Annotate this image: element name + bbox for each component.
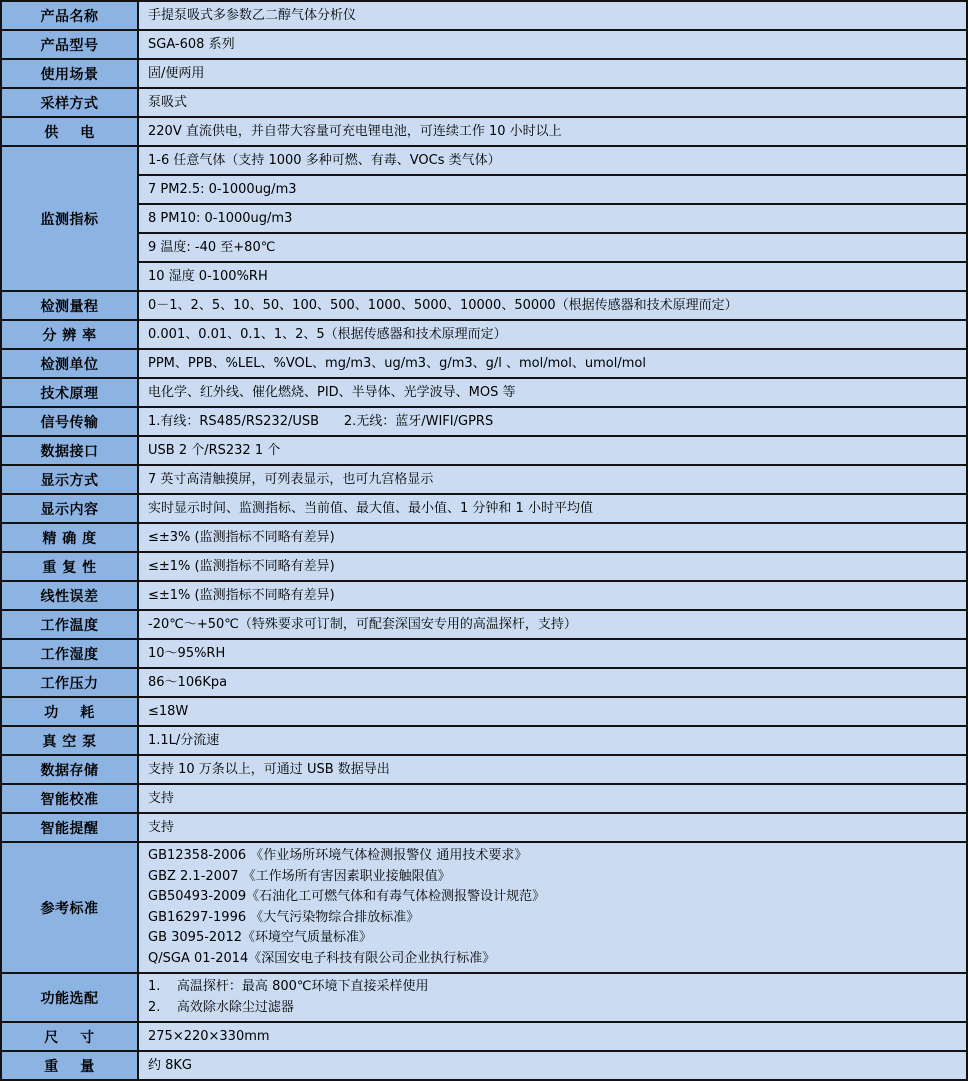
spec-label: 供 电 xyxy=(1,117,138,146)
spec-label: 信号传输 xyxy=(1,407,138,436)
table-row xyxy=(1,59,967,88)
spec-value: ≤±1% (监测指标不同略有差异) xyxy=(138,552,967,581)
spec-value: 支持 10 万条以上，可通过 USB 数据导出 xyxy=(138,755,967,784)
spec-value: 7 英寸高清触摸屏，可列表显示，也可九宫格显示 xyxy=(138,465,967,494)
spec-value-line: GB12358-2006 《作业场所环境气体检测报警仪 通用技术要求》 xyxy=(148,848,528,863)
spec-label: 数据接口 xyxy=(1,436,138,465)
table-row xyxy=(1,1022,967,1051)
table-row xyxy=(1,88,967,117)
table-row xyxy=(1,349,967,378)
spec-value-line: GB16297-1996 《大气污染物综合排放标准》 xyxy=(148,909,420,925)
spec-label: 尺 寸 xyxy=(1,1022,138,1051)
table-row xyxy=(1,146,967,175)
spec-value: 实时显示时间、监测指标、当前值、最大值、最小值、1 分钟和 1 小时平均值 xyxy=(138,494,967,523)
spec-label: 智能校准 xyxy=(1,784,138,813)
table-row xyxy=(1,30,967,59)
table-row xyxy=(1,1051,967,1080)
spec-value: 支持 xyxy=(138,813,967,842)
spec-value: 0.001、0.01、0.1、1、2、5（根据传感器和技术原理而定） xyxy=(138,320,967,349)
spec-value: 86～106Kpa xyxy=(138,668,967,697)
spec-label: 检测量程 xyxy=(1,291,138,320)
product-spec-table-body xyxy=(1,1,967,1080)
spec-label: 产品型号 xyxy=(1,30,138,59)
spec-value: 泵吸式 xyxy=(138,88,967,117)
table-row xyxy=(1,610,967,639)
table-row xyxy=(1,465,967,494)
spec-value: 10～95%RH xyxy=(138,639,967,668)
table-row xyxy=(1,378,967,407)
table-row xyxy=(1,784,967,813)
spec-label: 重 量 xyxy=(1,1051,138,1080)
table-row xyxy=(1,813,967,842)
table-row xyxy=(1,639,967,668)
spec-value: 固/便两用 xyxy=(138,59,967,88)
table-row xyxy=(1,755,967,784)
spec-value: 275×220×330mm xyxy=(138,1022,967,1051)
spec-value: ≤±3% (监测指标不同略有差异) xyxy=(138,523,967,552)
spec-label: 监测指标 xyxy=(1,146,138,291)
spec-value: ≤18W xyxy=(138,697,967,726)
spec-label: 分 辨 率 xyxy=(1,320,138,349)
spec-value: 电化学、红外线、催化燃烧、PID、半导体、光学波导、MOS 等 xyxy=(138,378,967,407)
table-row xyxy=(1,668,967,697)
spec-value: -20℃～+50℃（特殊要求可订制，可配套深国安专用的高温探杆，支持） xyxy=(138,610,967,639)
spec-value: 手提泵吸式多参数乙二醇气体分析仪 xyxy=(138,1,967,30)
table-row xyxy=(1,973,967,1022)
spec-label: 精 确 度 xyxy=(1,523,138,552)
spec-label: 工作湿度 xyxy=(1,639,138,668)
spec-label: 技术原理 xyxy=(1,378,138,407)
table-row xyxy=(1,262,967,291)
spec-label: 显示方式 xyxy=(1,465,138,494)
spec-value xyxy=(138,973,967,1022)
spec-value-line: GB 3095-2012《环境空气质量标准》 xyxy=(148,930,372,945)
table-row xyxy=(1,1,967,30)
spec-label: 工作压力 xyxy=(1,668,138,697)
spec-label: 功能选配 xyxy=(1,973,138,1022)
spec-label: 智能提醒 xyxy=(1,813,138,842)
spec-label: 重 复 性 xyxy=(1,552,138,581)
spec-value-line: 1. 高温探杆：最高 800℃环境下直接采样使用 xyxy=(148,979,429,994)
table-row xyxy=(1,523,967,552)
spec-label: 显示内容 xyxy=(1,494,138,523)
spec-label: 采样方式 xyxy=(1,88,138,117)
spec-value: 220V 直流供电，并自带大容量可充电锂电池，可连续工作 10 小时以上 xyxy=(138,117,967,146)
spec-label: 产品名称 xyxy=(1,1,138,30)
table-row xyxy=(1,407,967,436)
spec-value: USB 2 个/RS232 1 个 xyxy=(138,436,967,465)
spec-label: 真 空 泵 xyxy=(1,726,138,755)
spec-value: 约 8KG xyxy=(138,1051,967,1080)
spec-value: 0－1、2、5、10、50、100、500、1000、5000、10000、50000（根据传感器和技术原理而定） xyxy=(138,291,967,320)
spec-value: ≤±1% (监测指标不同略有差异) xyxy=(138,581,967,610)
spec-label: 线性误差 xyxy=(1,581,138,610)
table-row xyxy=(1,117,967,146)
spec-value xyxy=(138,842,967,973)
table-row xyxy=(1,842,967,973)
spec-value: 7 PM2.5: 0-1000ug/m3 xyxy=(138,175,967,204)
table-row xyxy=(1,726,967,755)
spec-value: 支持 xyxy=(138,784,967,813)
spec-value-line: 2. 高效除水除尘过滤器 xyxy=(148,999,294,1015)
table-row xyxy=(1,436,967,465)
spec-value-line: GB50493-2009《石油化工可燃气体和有毒气体检测报警设计规范》 xyxy=(148,889,546,904)
spec-value: 1.1L/分流速 xyxy=(138,726,967,755)
spec-value: SGA-608 系列 xyxy=(138,30,967,59)
spec-value-line: GBZ 2.1-2007 《工作场所有害因素职业接触限值》 xyxy=(148,868,451,884)
spec-value: PPM、PPB、%LEL、%VOL、mg/m3、ug/m3、g/m3、g/l 、mol/mol、umol/mol xyxy=(138,349,967,378)
spec-value-line: Q/SGA 01-2014《深国安电子科技有限公司企业执行标准》 xyxy=(148,950,496,966)
spec-value: 1.有线：RS485/RS232/USB 2.无线：蓝牙/WIFI/GPRS xyxy=(138,407,967,436)
spec-label: 参考标准 xyxy=(1,842,138,973)
table-row xyxy=(1,233,967,262)
table-row xyxy=(1,552,967,581)
table-row xyxy=(1,320,967,349)
spec-label: 工作温度 xyxy=(1,610,138,639)
spec-label: 使用场景 xyxy=(1,59,138,88)
spec-value: 10 湿度 0-100%RH xyxy=(138,262,967,291)
table-row xyxy=(1,697,967,726)
spec-value: 1-6 任意气体（支持 1000 多种可燃、有毒、VOCs 类气体） xyxy=(138,146,967,175)
spec-label: 检测单位 xyxy=(1,349,138,378)
spec-label: 数据存储 xyxy=(1,755,138,784)
table-row xyxy=(1,291,967,320)
spec-value: 8 PM10: 0-1000ug/m3 xyxy=(138,204,967,233)
spec-label: 功 耗 xyxy=(1,697,138,726)
spec-value: 9 温度: -40 至+80℃ xyxy=(138,233,967,262)
table-row xyxy=(1,581,967,610)
table-row xyxy=(1,204,967,233)
table-row xyxy=(1,494,967,523)
table-row xyxy=(1,175,967,204)
